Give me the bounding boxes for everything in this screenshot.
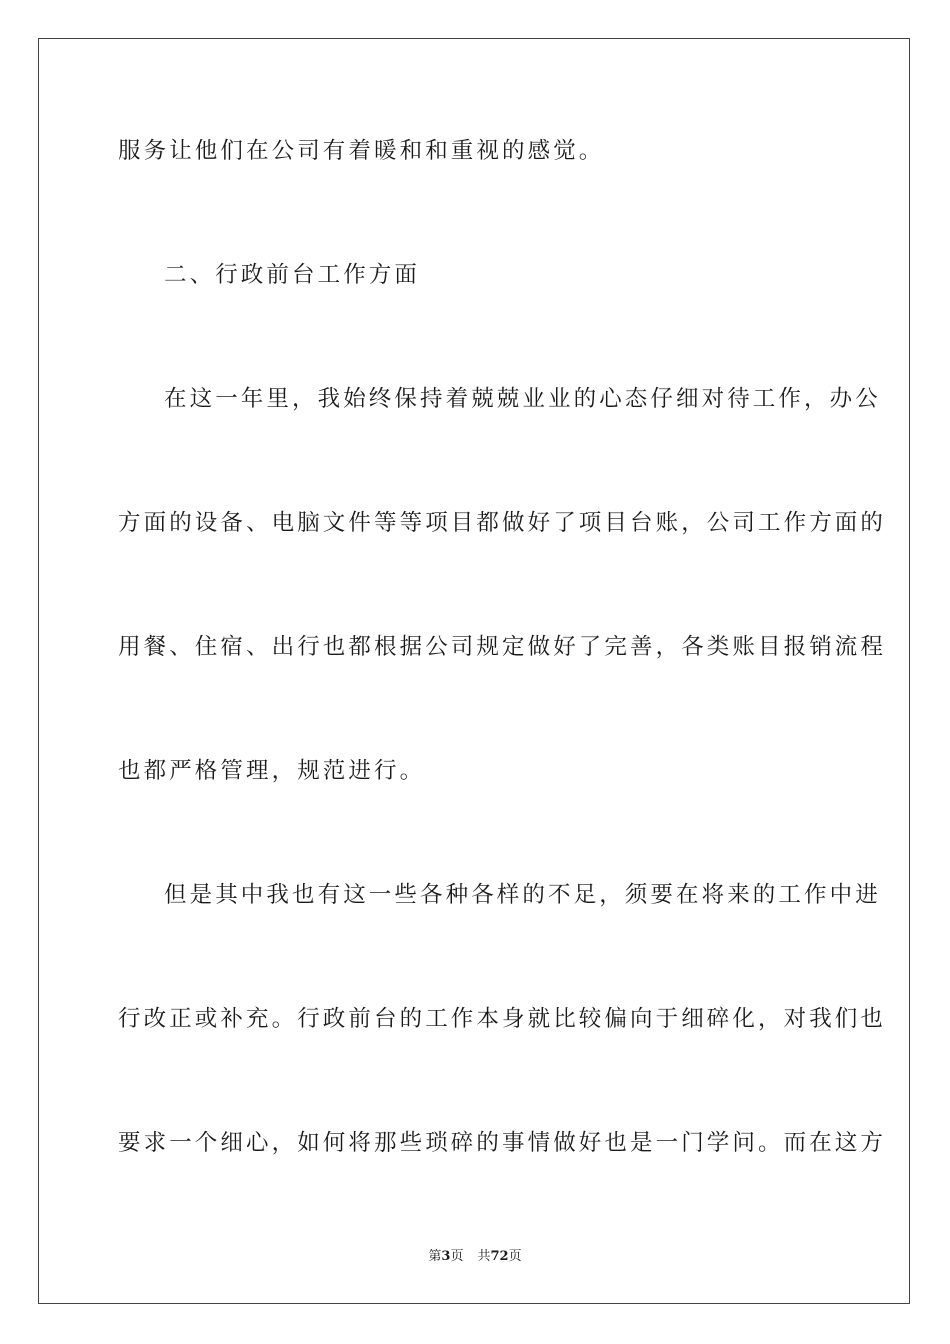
text-line: 也都严格管理，规范进行。: [118, 758, 426, 784]
text-line: 用餐、住宿、出行也都根据公司规定做好了完善，各类账目报销流程: [118, 634, 887, 660]
section-heading: 二、行政前台工作方面: [164, 262, 421, 288]
total-prefix: 共: [477, 1249, 491, 1264]
page-border: [38, 38, 910, 1304]
text-line: 在这一年里，我始终保持着兢兢业业的心态仔细对待工作，办公: [164, 386, 881, 412]
page-footer: [0, 1248, 950, 1266]
total-pages: 72: [490, 1249, 509, 1264]
text-line: 行改正或补充。行政前台的工作本身就比较偏向于细碎化，对我们也: [118, 1006, 887, 1032]
page-suffix: 页: [450, 1249, 464, 1264]
text-line: 方面的设备、电脑文件等等项目都做好了项目台账，公司工作方面的: [118, 510, 887, 536]
page-prefix: 第: [428, 1249, 442, 1264]
page-number: 3: [441, 1249, 451, 1264]
text-line: 服务让他们在公司有着暖和和重视的感觉。: [118, 138, 605, 164]
total-suffix: 页: [508, 1249, 522, 1264]
text-line: 但是其中我也有这一些各种各样的不足，须要在将来的工作中进: [164, 882, 881, 908]
text-line: 要求一个细心，如何将那些琐碎的事情做好也是一门学问。而在这方: [118, 1130, 887, 1156]
